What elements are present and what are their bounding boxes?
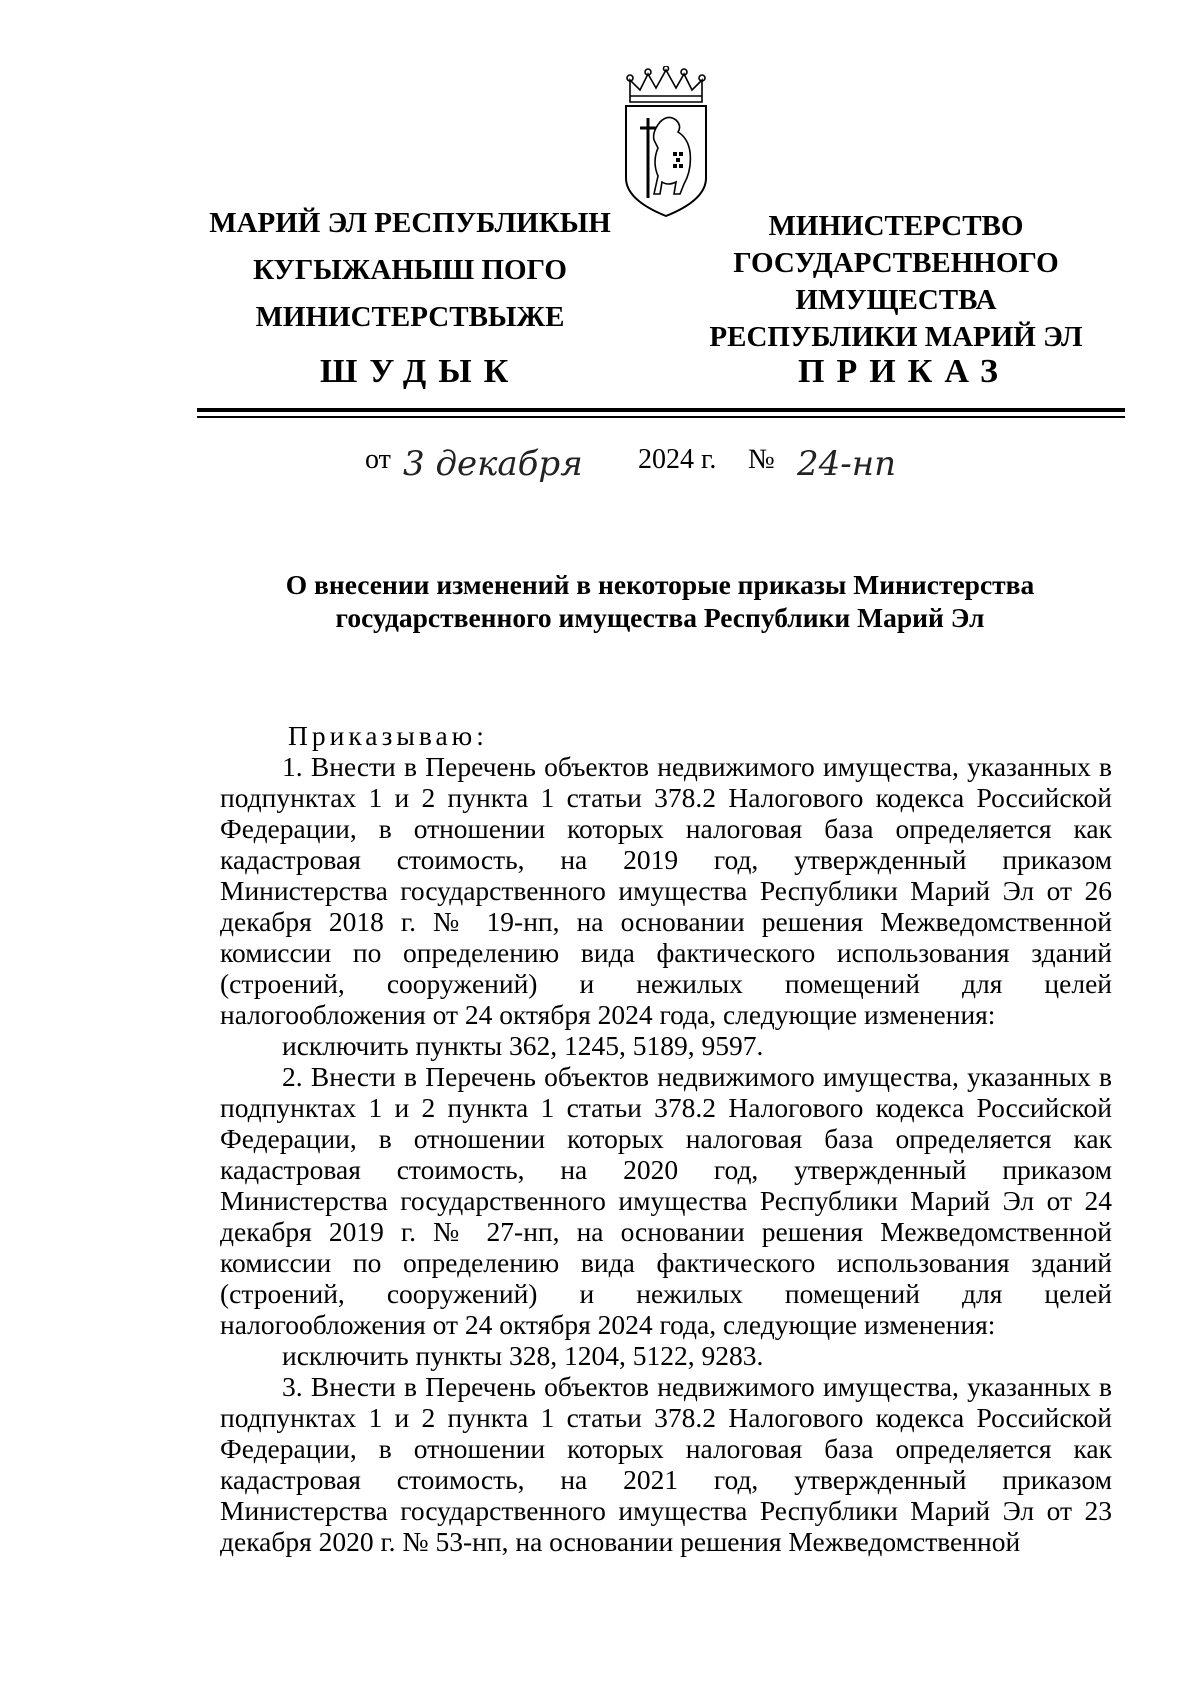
header-right-line: ГОСУДАРСТВЕННОГО bbox=[733, 247, 1059, 279]
header-left-line: МИНИСТЕРСТВЫЖЕ bbox=[255, 301, 565, 333]
header-right-line: МИНИСТЕРСТВО bbox=[768, 210, 1024, 242]
document-title bbox=[200, 568, 1120, 634]
header-left-block bbox=[190, 205, 630, 346]
date-year: 2024 г. bbox=[638, 444, 717, 475]
date-number-line bbox=[365, 432, 965, 488]
paragraph-2: 2. Внести в Перечень объектов недвижимого имущества, указанных в подпунктах 1 и 2 пункта 1 статьи 378.2 Налогового кодекса Российской Федерации, в отношении которых налоговая база определяется как кадастровая стоимость, на 2020 год, утвержденный приказом Министерства государственного имущества Республики Марий Эл от 24 декабря 2019 г. № 27-нп, на основании решения Межведомственной комиссии по определению вида фактического использования зданий (строений, сооружений) и нежилых помещений для целей налогообложения от 24 октября 2024 года, следующие изменения: bbox=[220, 1061, 1112, 1340]
coat-of-arms-emblem bbox=[618, 66, 714, 222]
handwritten-date: 3 декабря bbox=[403, 444, 583, 484]
paragraph-1-action: исключить пункты 362, 1245, 5189, 9597. bbox=[282, 1030, 764, 1061]
title-line: государственного имущества Республики Марий Эл bbox=[335, 602, 985, 633]
document-body bbox=[220, 720, 1112, 1557]
header-rule-thick bbox=[197, 408, 1125, 412]
header-right-block bbox=[696, 208, 1096, 356]
header-left-line: КУГЫЖАНЫШ ПОГО bbox=[253, 254, 567, 286]
paragraph-2-action: исключить пункты 328, 1204, 5122, 9283. bbox=[282, 1340, 764, 1371]
doc-type-russian: ПРИКАЗ bbox=[798, 353, 1010, 390]
header-right-line: ИМУЩЕСТВА bbox=[795, 284, 997, 316]
date-prefix: от bbox=[365, 444, 391, 475]
order-intro: Приказываю: bbox=[288, 720, 488, 751]
paragraph-1: 1. Внести в Перечень объектов недвижимого имущества, указанных в подпунктах 1 и 2 пункта 1 статьи 378.2 Налогового кодекса Российской Федерации, в отношении которых налоговая база определяется как кадастровая стоимость, на 2019 год, утвержденный приказом Министерства государственного имущества Республики Марий Эл от 26 декабря 2018 г. № 19-нп, на основании решения Межведомственной комиссии по определению вида фактического использования зданий (строений, сооружений) и нежилых помещений для целей налогообложения от 24 октября 2024 года, следующие изменения: bbox=[220, 751, 1112, 1030]
header-rule-thin bbox=[197, 416, 1125, 418]
title-line: О внесении изменений в некоторые приказы Министерства bbox=[285, 569, 1035, 600]
handwritten-number: 24-нп bbox=[797, 444, 897, 484]
paragraph-3: 3. Внести в Перечень объектов недвижимого имущества, указанных в подпунктах 1 и 2 пункта 1 статьи 378.2 Налогового кодекса Российской Федерации, в отношении которых налоговая база определяется как кадастровая стоимость, на 2021 год, утвержденный приказом Министерства государственного имущества Республики Марий Эл от 23 декабря 2020 г. № 53-нп, на основании решения Межведомственной bbox=[220, 1371, 1112, 1557]
header-left-line: МАРИЙ ЭЛ РЕСПУБЛИКЫН bbox=[209, 207, 611, 239]
header-right-line: РЕСПУБЛИКИ МАРИЙ ЭЛ bbox=[709, 321, 1083, 353]
number-sign: № bbox=[748, 444, 775, 475]
doc-type-mari: ШУДЫК bbox=[320, 353, 521, 390]
